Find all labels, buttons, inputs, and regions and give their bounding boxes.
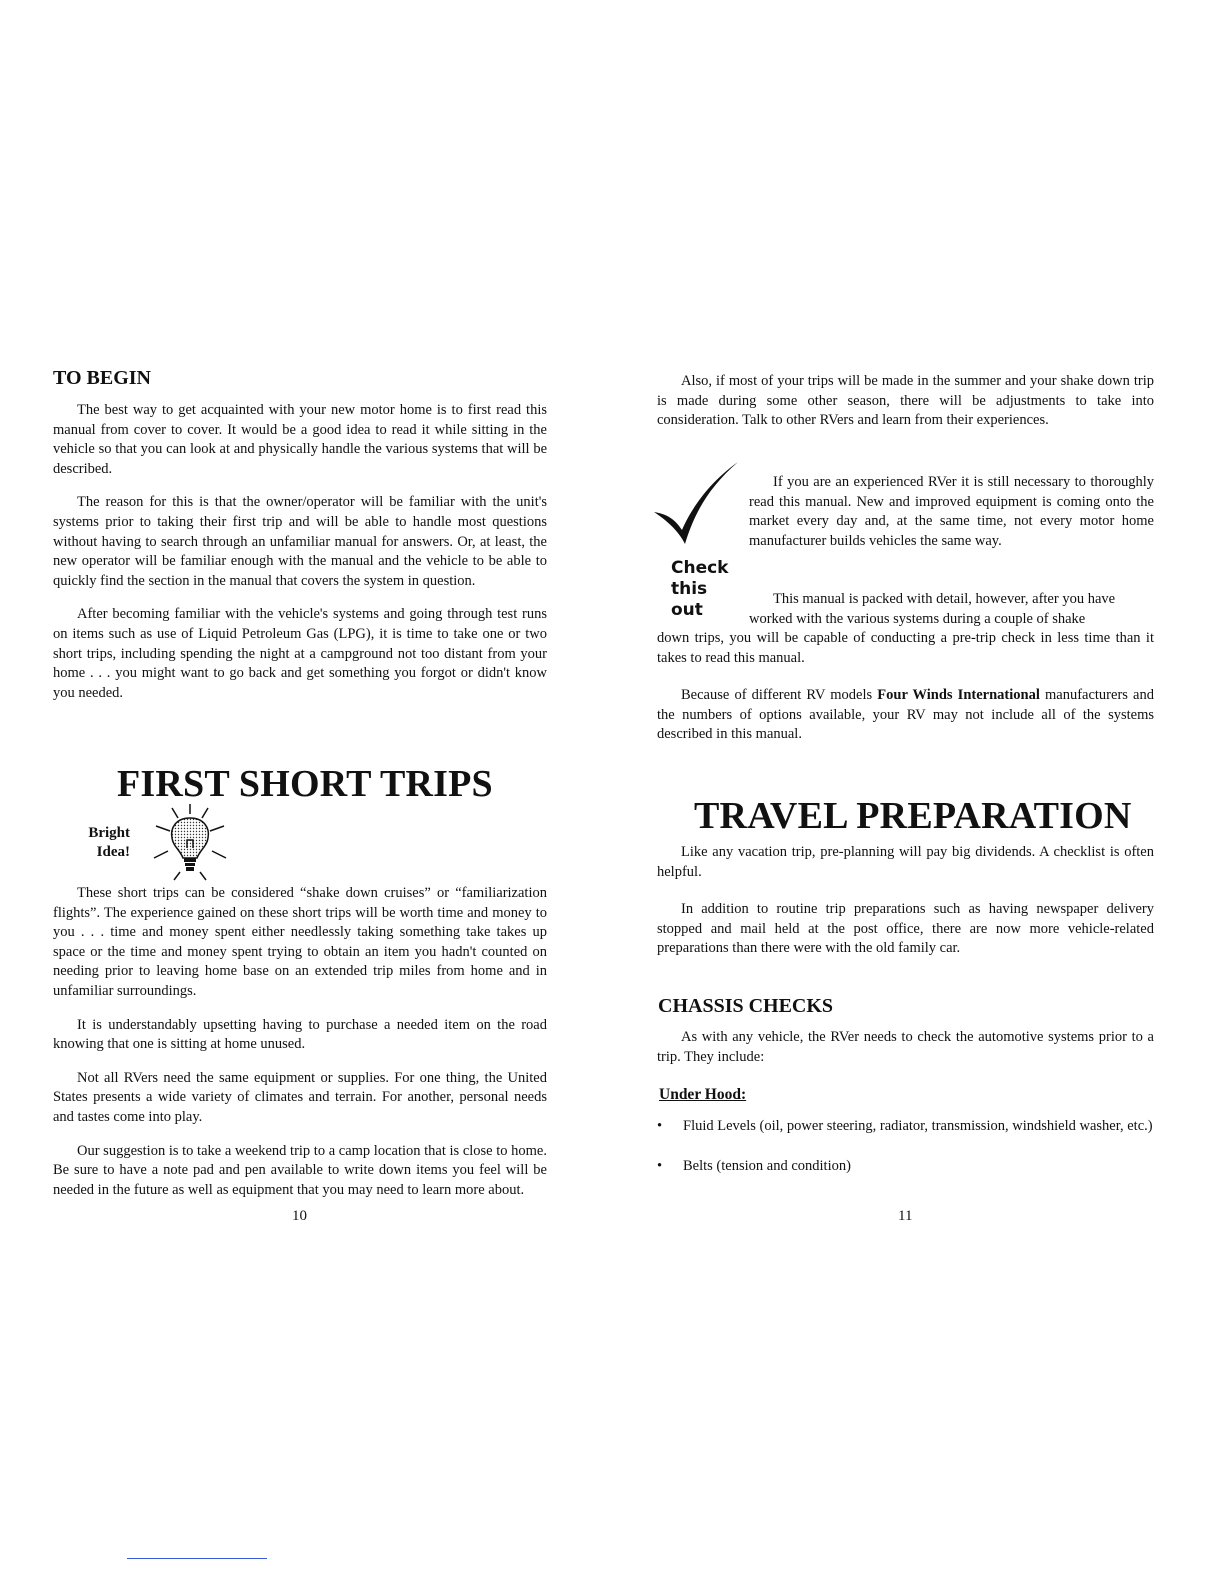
check-label-line-3: out <box>671 600 703 620</box>
first-short-trips-paragraph-3: Not all RVers need the same equipment or supplies. For one thing, the United States presents a wide variety of climates and terrain. For another, personal needs and tastes come into play. <box>53 1069 547 1125</box>
check-paragraph-2-head <box>749 590 1154 629</box>
list-item <box>657 1157 1154 1177</box>
models-paragraph <box>657 686 1154 745</box>
travel-preparation-paragraph-2: In addition to routine trip preparations such as having newspaper delivery stopped and mail held at the post office, there are now more vehicle-related preparations than there were with the old family car. <box>657 901 1154 957</box>
check-paragraph-2-rest-box <box>657 629 1154 668</box>
models-section <box>657 686 1154 745</box>
list-item-text: Belts (tension and condition) <box>683 1157 851 1174</box>
check-paragraph-2-rest: down trips, you will be capable of conducting a pre-trip check in less time than it takes to read this manual. <box>657 630 1154 666</box>
check-label-line-2: this <box>671 579 708 599</box>
check-paragraph-2-line-2: worked with the various systems during a couple of shake <box>749 610 1086 627</box>
bottom-link-underline <box>127 1558 267 1559</box>
checkmark-icon <box>652 458 748 550</box>
first-short-trips-paragraph-2: It is understandably upsetting having to purchase a needed item on the road knowing that one is sitting at home unused. <box>53 1016 547 1053</box>
check-paragraph-2-line-1: This manual is packed with detail, however, after you have <box>773 591 1116 607</box>
right-page <box>612 0 1224 1584</box>
to-begin-paragraph-1: The best way to get acquainted with your new motor home is to first read this manual from cover to cover. It would be a good idea to read it while sitting in the vehicle so that you can look at and physically handle the various systems that will be described. <box>53 402 547 477</box>
bullet-icon: • <box>657 1157 663 1174</box>
bright-idea-line-2: Idea! <box>96 844 130 860</box>
check-label-line-1: Check <box>671 558 729 578</box>
lightbulb-icon <box>150 800 234 884</box>
check-paragraph-1-box <box>749 473 1154 551</box>
intro-paragraph: Also, if most of your trips will be made in the summer and your shake down trip is made during some other season, there will be adjustments to take into consideration. Talk to other RVers and learn from their experiences. <box>657 373 1154 429</box>
to-begin-paragraph-2: The reason for this is that the owner/operator will be familiar with the unit's systems prior to taking their first trip and will be able to handle most questions without having to search through an unfamiliar manual for answers. Or, at least, the new operator will be familiar enough with the manual and the vehicle to be able to quickly find the section in the manual that covers the system in question. <box>53 494 547 589</box>
chassis-checks-paragraph: As with any vehicle, the RVer needs to check the automotive systems prior to a trip. They include: <box>657 1029 1154 1065</box>
list-item <box>657 1117 1154 1137</box>
travel-preparation-heading: TRAVEL PREPARATION <box>694 795 1132 837</box>
travel-preparation-section <box>657 843 1154 959</box>
page-number-left: 10 <box>292 1208 307 1224</box>
first-short-trips-paragraph-4: Our suggestion is to take a weekend trip to a camp location that is close to home. Be sure to have a note pad and pen available to write down items you feel will be needed in the future as well as equipment that you may need to learn more about. <box>53 1142 547 1198</box>
first-short-trips-heading: FIRST SHORT TRIPS <box>117 763 493 805</box>
bullet-icon: • <box>657 1118 663 1134</box>
intro-section <box>657 372 1154 431</box>
models-text-before: Because of different RV models <box>681 687 878 703</box>
chassis-checks-heading: CHASSIS CHECKS <box>658 995 834 1017</box>
travel-preparation-paragraph-1: Like any vacation trip, pre-planning will pay big dividends. A checklist is often helpful. <box>657 844 1154 880</box>
chassis-checks-section <box>657 1028 1154 1067</box>
list-item-text: Fluid Levels (oil, power steering, radiator, transmission, windshield washer, etc.) <box>683 1118 1153 1134</box>
company-name: Four Winds International <box>877 687 1040 703</box>
bright-idea-label <box>80 824 130 862</box>
under-hood-subheading: Under Hood: <box>659 1086 747 1103</box>
first-short-trips-paragraph-1: These short trips can be considered “shake down cruises” or “familiarization flights”. The experience gained on these short trips will be worth time and money to you . . . time and money spent either needlessly taking something take takes up space or the time and money spent trying to obtain an item you hadn't counted on needing prior to leaving home base on an extended trip miles from home and in unfamiliar surroundings. <box>53 885 547 999</box>
models-text-after: manufacturers and the numbers of options available, your RV may not include all of the systems described in this manual. <box>657 687 1154 743</box>
page-number-right: 11 <box>898 1208 913 1224</box>
to-begin-heading: TO BEGIN <box>53 367 151 389</box>
bright-idea-line-1: Bright <box>88 825 130 841</box>
to-begin-paragraph-3: After becoming familiar with the vehicle's systems and going through test runs on items such as use of Liquid Petroleum Gas (LPG), it is time to take one or two short trips, including spending the night at a campground not too distant from your home . . . you might want to go back and get something you forgot or didn't know you needed. <box>53 606 547 701</box>
check-this-out-label <box>671 558 729 621</box>
to-begin-section <box>53 401 547 703</box>
first-short-trips-section <box>53 884 547 1200</box>
under-hood-list <box>657 1117 1154 1176</box>
check-paragraph-1: If you are an experienced RVer it is still necessary to thoroughly read this manual. New and improved equipment is coming onto the market every day and, at the same time, not every motor home manufacturer builds vehicles the same way. <box>749 474 1154 549</box>
